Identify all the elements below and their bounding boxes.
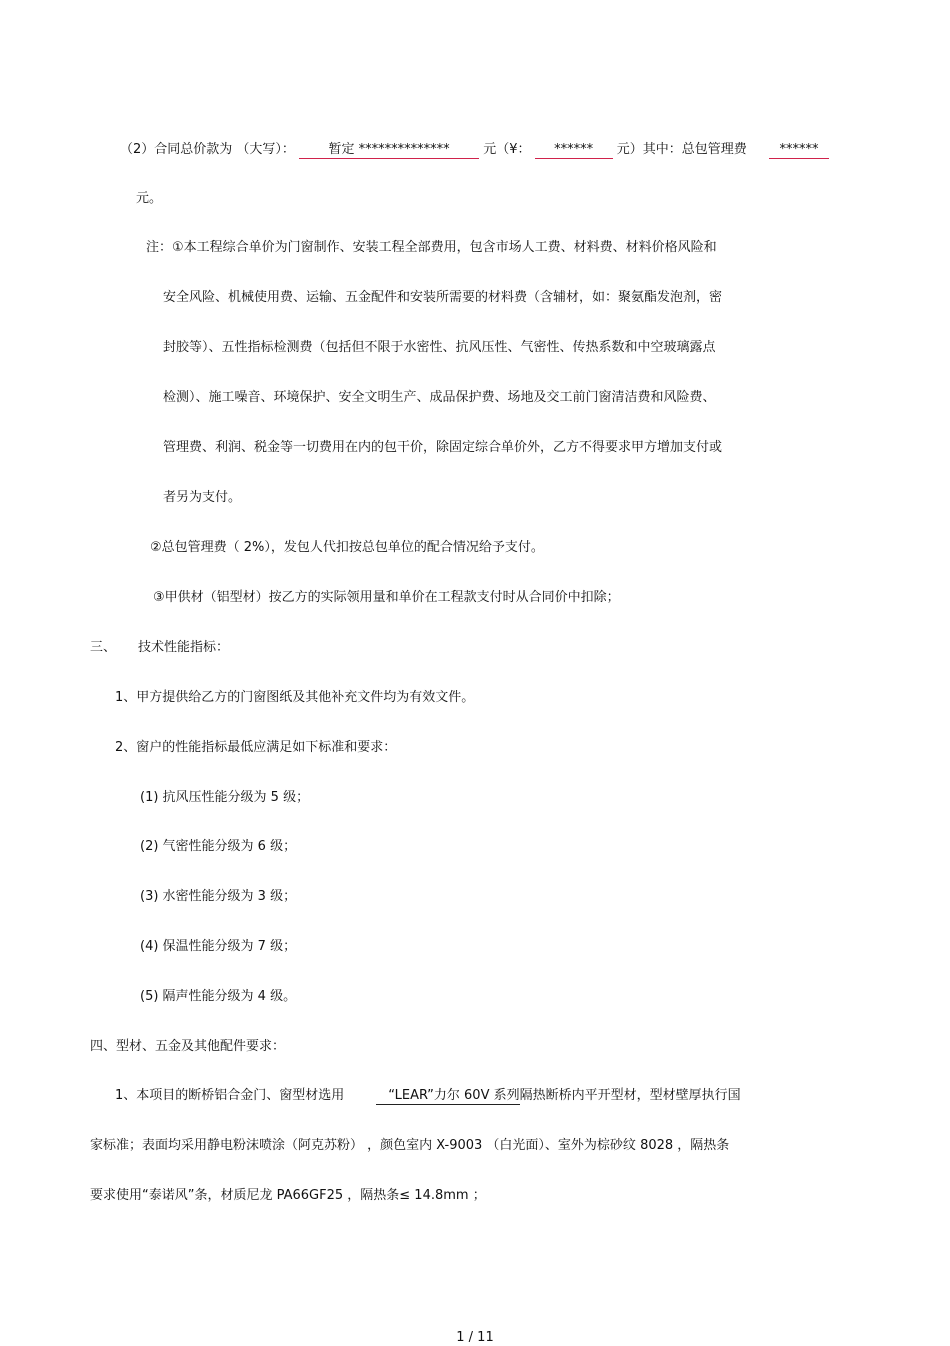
- note-item-3: ③甲供材（铝型材）按乙方的实际领用量和单价在工程款支付时从合同价中扣除；: [153, 590, 620, 605]
- section-3-number: 三、: [90, 640, 117, 655]
- section-3-heading: [90, 639, 229, 657]
- note-line-5: 管理费、利润、税金等一切费用在内的包干价，除固定综合单价外，乙方不得要求甲方增加支付或: [163, 440, 723, 455]
- contract-price-line: [120, 141, 829, 159]
- mgmt-fee-label: 元）其中：总包管理费: [616, 142, 747, 157]
- section-3-item-2: 2、窗户的性能指标最低应满足如下标准和要求：: [115, 740, 397, 755]
- amount-digits-field: ******: [535, 142, 613, 159]
- grade-sound-insulation: (5) 隔声性能分级为 4 级。: [140, 989, 297, 1004]
- grade-wind-pressure: (1) 抗风压性能分级为 5 级；: [140, 790, 310, 805]
- section-4-line-3: 要求使用“泰诺风”条，材质尼龙 PA66GF25 ，隔热条≤ 14.8mm ；: [90, 1188, 486, 1203]
- section-4-item-1: [115, 1087, 741, 1105]
- note-line-2: 安全风险、机械使用费、运输、五金配件和安装所需要的材料费（含辅材，如：聚氨酯发泡剂，密: [163, 290, 723, 305]
- note-item-2: ②总包管理费（ 2%），发包人代扣按总包单位的配合情况给予支付。: [150, 540, 544, 555]
- section-4-item-1-prefix: 1、本项目的断桥铝合金门、窗型材选用: [115, 1088, 345, 1103]
- amount-words-field: 暂定 **************: [299, 142, 479, 159]
- section-4-line-2: 家标准；表面均采用静电粉沫喷涂（阿克苏粉） ，颜色室内 X-9003 （白光面）、室外为棕砂纹 8028 ，隔热条: [90, 1138, 730, 1153]
- note-line-4: 检测）、施工噪音、环境保护、安全文明生产、成品保护费、场地及交工前门窗清洁费和风险费、: [163, 390, 716, 405]
- note-line-3: 封胶等）、五性指标检测费（包括但不限于水密性、抗风压性、气密性、传热系数和中空玻璃露点: [163, 340, 716, 355]
- section-4-item-1-suffix: 隔热断桥内平开型材，型材壁厚执行国: [519, 1088, 741, 1103]
- note-line-6: 者另为支付。: [163, 490, 242, 505]
- note-line-1: 注：①本工程综合单价为门窗制作、安装工程全部费用，包含市场人工费、材料费、材料价格风险和: [146, 240, 717, 255]
- mgmt-fee-field: ******: [769, 142, 829, 159]
- page-number: 1 / 11: [456, 1330, 494, 1345]
- grade-water-tightness: (3) 水密性能分级为 3 级；: [140, 889, 297, 904]
- grade-insulation: (4) 保温性能分级为 7 级；: [140, 939, 297, 954]
- yuan-end-text: 元。: [136, 191, 163, 206]
- grade-air-tightness: (2) 气密性能分级为 6 级；: [140, 839, 297, 854]
- section-3-title: 技术性能指标：: [138, 640, 230, 655]
- profile-brand-field: “LEAR”力尔 60V 系列: [376, 1088, 519, 1105]
- section-3-item-1: 1、甲方提供给乙方的门窗图纸及其他补充文件均为有效文件。: [115, 690, 475, 705]
- yuan-paren-text: 元（¥：: [483, 142, 531, 157]
- contract-price-prefix: （2）合同总价款为 （大写）：: [120, 142, 295, 157]
- section-4-heading: 四、型材、五金及其他配件要求：: [90, 1039, 286, 1054]
